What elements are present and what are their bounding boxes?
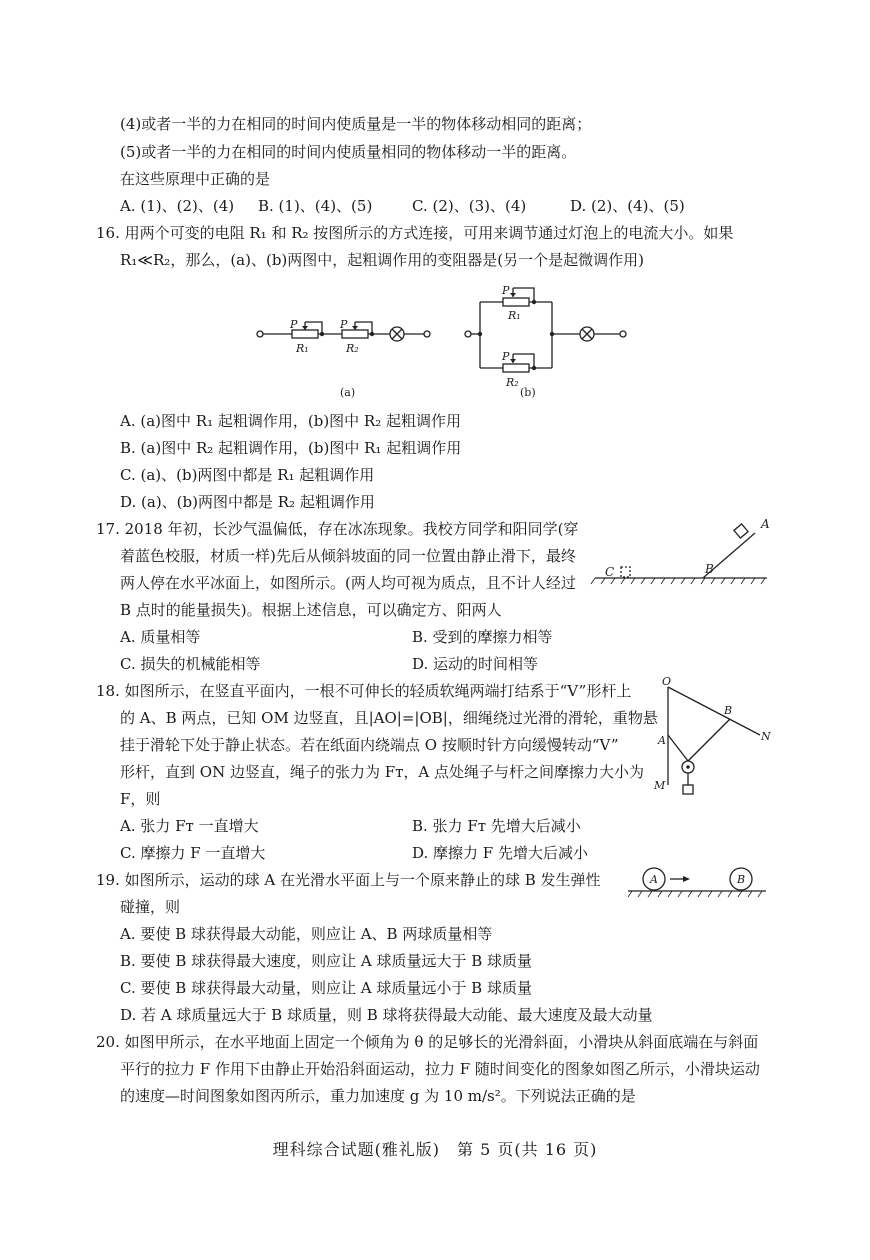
q18-line-5: F，则	[120, 790, 161, 808]
q17-label-c: C	[605, 565, 615, 579]
q19-ball-a-label: A	[650, 873, 658, 886]
q16-label-p4: P	[502, 350, 510, 363]
q16-label-p1: P	[290, 318, 298, 331]
q16-option-d: D. (a)、(b)两图中都是 R₂ 起粗调作用	[120, 493, 375, 511]
q17-option-c: C. 损失的机械能相等	[120, 655, 261, 673]
q16-label-r2b: R₂	[506, 376, 519, 389]
q18-v-rod-figure	[648, 677, 773, 797]
q18-line-3: 挂于滑轮下处于静止状态。若在纸面内绕端点 O 按顺时针方向缓慢转动“V”	[120, 736, 619, 754]
q18-line-1: 18. 如图所示，在竖直平面内，一根不可伸长的轻质软绳两端打结系于“V”形杆上	[96, 682, 632, 700]
q15-line-5: (5)或者一半的力在相同的时间内使质量相同的物体移动一半的距离。	[120, 143, 577, 161]
q17-option-a: A. 质量相等	[120, 628, 201, 646]
q17-line-3: 两人停在水平冰面上，如图所示。(两人均可视为质点，且不计人经过	[120, 574, 576, 592]
q15-option-c: C. (2)、(3)、(4)	[412, 197, 527, 215]
q18-line-4: 形杆，直到 ON 边竖直，绳子的张力为 Fᴛ，A 点处绳子与杆之间摩擦力大小为	[120, 763, 645, 781]
q17-line-4: B 点时的能量损失)。根据上述信息，可以确定方、阳两人	[120, 601, 502, 619]
q16-label-r1a: R₁	[296, 342, 309, 355]
q18-option-c: C. 摩擦力 F 一直增大	[120, 844, 266, 862]
q18-line-2: 的 A、B 两点，已知 OM 边竖直，且|AO|=|OB|，细绳绕过光滑的滑轮，重物悬	[120, 709, 658, 727]
q16-option-b: B. (a)图中 R₂ 起粗调作用，(b)图中 R₁ 起粗调作用	[120, 439, 462, 457]
q19-ball-b-label: B	[737, 873, 746, 886]
q18-label-a: A	[658, 734, 666, 747]
q16-option-a: A. (a)图中 R₁ 起粗调作用，(b)图中 R₂ 起粗调作用	[120, 412, 462, 430]
q18-label-o: O	[662, 675, 672, 688]
q15-option-b: B. (1)、(4)、(5)	[258, 197, 373, 215]
q16-label-p2: P	[340, 318, 348, 331]
q19-option-a: A. 要使 B 球获得最大动能，则应让 A、B 两球质量相等	[120, 925, 493, 943]
q20-line-2: 平行的拉力 F 作用下由静止开始沿斜面运动，拉力 F 随时间变化的图象如图乙所示，小滑块运动	[120, 1060, 760, 1078]
q19-option-d: D. 若 A 球质量远大于 B 球质量，则 B 球将获得最大动能、最大速度及最大动量	[120, 1006, 653, 1024]
q17-line-1: 17. 2018 年初，长沙气温偏低，存在冰冻现象。我校方同学和阳同学(穿	[96, 520, 579, 538]
q17-label-a: A	[761, 517, 770, 531]
q19-line-1: 19. 如图所示，运动的球 A 在光滑水平面上与一个原来静止的球 B 发生弹性	[96, 871, 601, 889]
q18-option-d: D. 摩擦力 F 先增大后减小	[412, 844, 588, 862]
q19-option-c: C. 要使 B 球获得最大动量，则应让 A 球质量远小于 B 球质量	[120, 979, 532, 997]
q19-collision-figure	[628, 862, 768, 902]
q15-option-a: A. (1)、(2)、(4)	[120, 197, 235, 215]
q16-circuit-figure	[250, 278, 640, 403]
q15-option-d: D. (2)、(4)、(5)	[570, 197, 685, 215]
q16-caption-b: (b)	[520, 386, 536, 399]
q20-line-1: 20. 如图甲所示，在水平地面上固定一个倾角为 θ 的足够长的光滑斜面，小滑块从斜面底端在与斜面	[96, 1033, 759, 1051]
q18-label-n: N	[761, 730, 771, 743]
q16-line-1: 16. 用两个可变的电阻 R₁ 和 R₂ 按图所示的方式连接，可用来调节通过灯泡上的电流大小。如果	[96, 224, 734, 242]
q18-option-b: B. 张力 Fᴛ 先增大后减小	[412, 817, 581, 835]
q18-label-b: B	[724, 704, 733, 717]
q18-option-a: A. 张力 Fᴛ 一直增大	[120, 817, 259, 835]
q16-option-c: C. (a)、(b)两图中都是 R₁ 起粗调作用	[120, 466, 375, 484]
q17-option-b: B. 受到的摩擦力相等	[412, 628, 553, 646]
q16-label-r1b: R₁	[508, 309, 521, 322]
q15-stem: 在这些原理中正确的是	[120, 170, 271, 188]
q16-line-2: R₁≪R₂，那么，(a)、(b)两图中，起粗调作用的变阻器是(另一个是起微调作用)	[120, 251, 644, 269]
q16-label-p3: P	[502, 284, 510, 297]
q18-label-m: M	[654, 779, 666, 792]
q16-label-r2a: R₂	[346, 342, 359, 355]
q19-option-b: B. 要使 B 球获得最大速度，则应让 A 球质量远大于 B 球质量	[120, 952, 533, 970]
page-footer: 理科综合试题(雅礼版) 第 5 页(共 16 页)	[272, 1140, 598, 1159]
q17-slope-figure	[595, 515, 770, 585]
q17-label-b: B	[705, 562, 714, 576]
q17-line-2: 着蓝色校服，材质一样)先后从倾斜坡面的同一位置由静止滑下，最终	[120, 547, 576, 565]
q15-line-4: (4)或者一半的力在相同的时间内使质量是一半的物体移动相同的距离；	[120, 115, 592, 133]
q20-line-3: 的速度—时间图象如图丙所示，重力加速度 g 为 10 m/s²。下列说法正确的是	[120, 1087, 636, 1105]
q16-caption-a: (a)	[340, 386, 356, 399]
q17-option-d: D. 运动的时间相等	[412, 655, 539, 673]
q19-line-2: 碰撞，则	[120, 898, 181, 916]
